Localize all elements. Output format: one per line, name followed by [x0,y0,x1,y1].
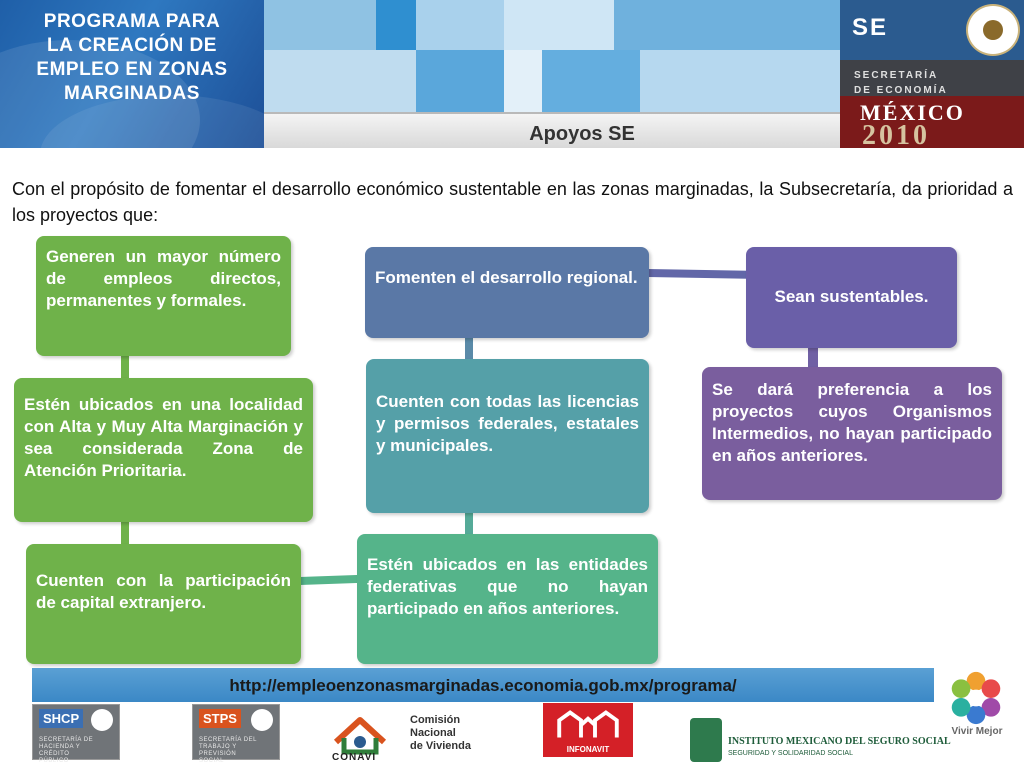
criteria-box-marginalization: Estén ubicados en una localidad con Alta y Muy Alta Marginación y sea considerada Zona de Atención Prioritaria. [14,378,313,522]
connector [300,575,360,585]
program-banner [0,0,264,148]
imss-emblem-icon [690,718,722,762]
stps-seal-icon [251,709,273,731]
program-title-line: PROGRAMA PARA [43,11,221,32]
infonavit-figures-icon [553,709,623,741]
intro-text: Con el propósito de fomentar el desarrollo económico sustentable en las zonas marginadas, la Subsecretaría, da prioridad a los proyectos que: [12,179,1013,225]
criteria-box-federal-entities: Estén ubicados en las entidades federativas que no hayan participado en años anteriores. [357,534,658,664]
header-mosaic [264,0,840,112]
vivir-mejor-label: Vivir Mejor [951,726,1003,737]
criteria-box-sustainable: Sean sustentables. [746,247,957,348]
program-title [0,10,264,106]
shcp-seal-icon [91,709,113,731]
stps-subtitle: SECRETARÍA DEL TRABAJO Y PREVISIÓN SOCIAL [199,737,257,764]
section-band [264,112,840,148]
conavi-name-line: Nacional [410,727,456,739]
connector [648,269,748,279]
stps-logo [192,704,280,764]
conavi-name-line: Comisión [410,714,461,726]
mexico-2010-logo [840,96,1024,151]
conavi-abbr: CONAVI [332,752,377,763]
connector [808,348,818,367]
conavi-logo [330,712,480,764]
connector [121,356,129,378]
imss-subtitle: SEGURIDAD Y SOLIDARIDAD SOCIAL [728,750,853,757]
shcp-subtitle: SECRETARÍA DE HACIENDA Y CRÉDITO PÚBLICO [39,737,94,764]
criteria-box-employment: Generen un mayor número de empleos directos, permanentes y formales. [36,236,291,356]
conavi-name-line: de Vivienda [410,740,471,752]
program-url-link[interactable]: http://empleoenzonasmarginadas.economia.gob.mx/programa/ [229,676,737,695]
se-logo [840,0,1024,60]
connector [121,522,129,544]
flower-icon [947,670,1005,726]
vivir-mejor-logo [942,668,1012,744]
criteria-box-regional-development: Fomenten el desarrollo regional. [365,247,649,338]
mexico-word: MÉXICO [860,100,965,125]
criteria-box-intermediary-preference: Se dará preferencia a los proyectos cuyos Organismos Intermedios, no hayan participado en años anteriores. [702,367,1002,500]
imss-logo [690,718,951,764]
shcp-logo [32,704,120,764]
se-subtitle-line: SECRETARÍA [854,70,939,81]
imss-name: INSTITUTO MEXICANO DEL SEGURO SOCIAL [728,736,951,747]
connector [465,513,473,534]
mexico-year: 2010 [862,120,930,151]
se-subtitle [854,68,948,98]
program-title-line: LA CREACIÓN DE [47,35,217,56]
criteria-box-foreign-capital: Cuenten con la participación de capital extranjero. [26,544,301,664]
stps-abbr: STPS [199,709,241,728]
conavi-name [410,714,471,753]
se-subtitle-line: DE ECONOMÍA [854,85,948,96]
program-title-line: EMPLEO EN ZONAS [36,59,228,80]
mexico-coat-of-arms-icon [966,4,1020,56]
shcp-abbr: SHCP [39,709,83,728]
criteria-box-licenses: Cuenten con todas las licencias y permisos federales, estatales y municipales. [366,359,649,513]
program-title-line: MARGINADAS [64,83,200,104]
program-url-bar [32,668,934,702]
se-logo-panel [840,0,1024,151]
connector [465,338,473,359]
se-letters: SE [852,14,889,41]
infonavit-abbr: INFONAVIT [566,745,610,754]
section-title: Apoyos SE [529,123,635,145]
infonavit-logo [543,703,633,757]
